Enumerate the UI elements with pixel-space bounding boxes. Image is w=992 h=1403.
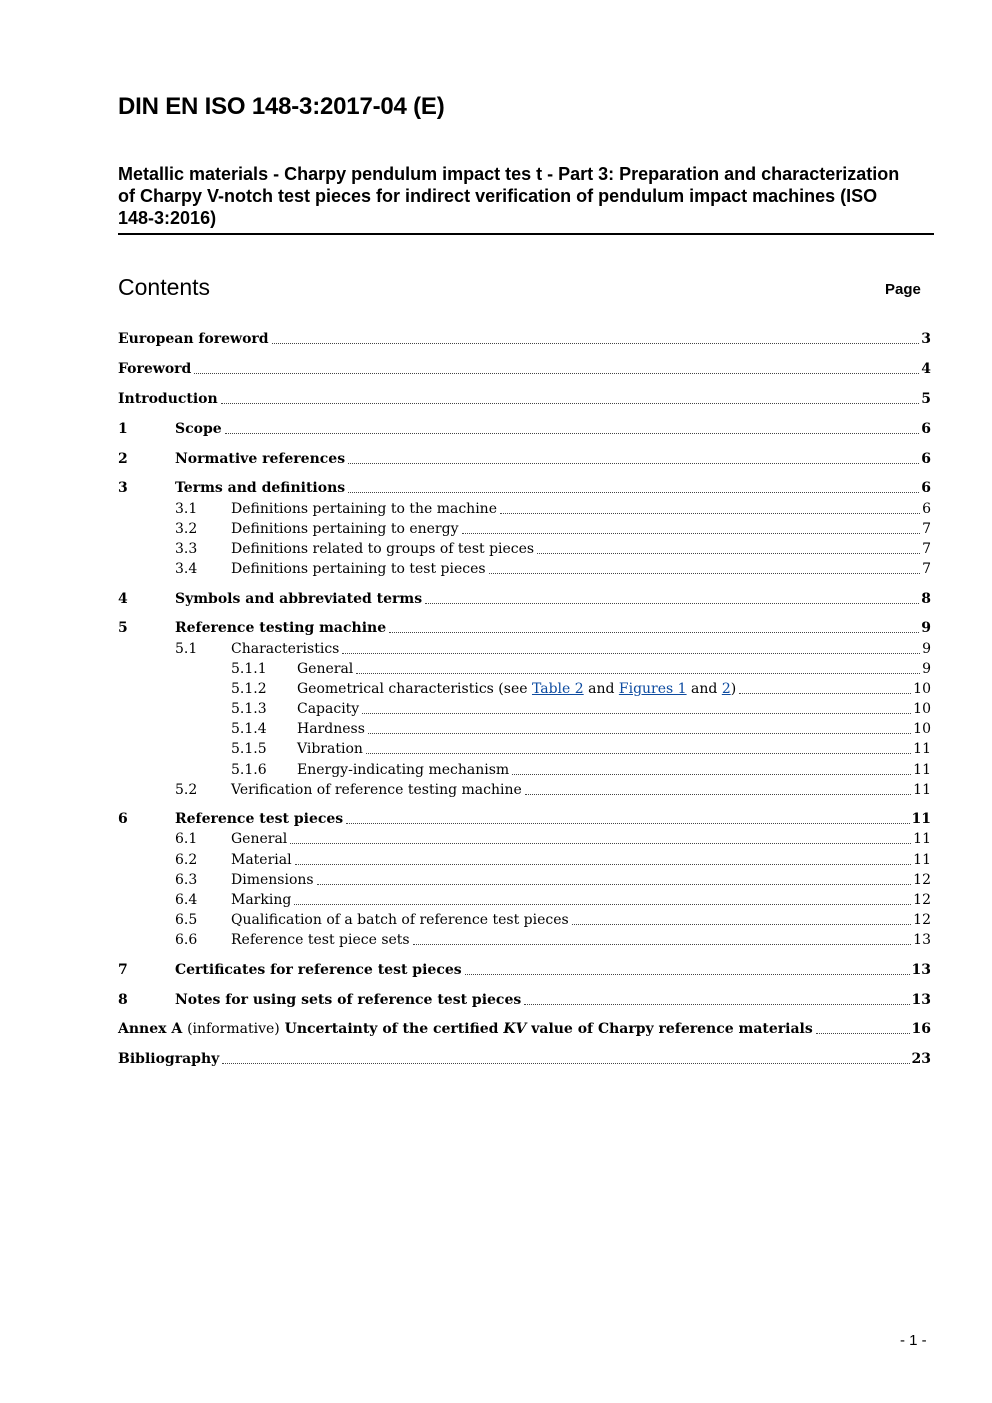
toc-entry-number: 3.1 [175,501,198,517]
page-column-heading: Page [885,281,921,298]
toc-entry-text: Definitions related to groups of test pieces [231,541,535,557]
toc-entry-2[interactable] [118,448,931,468]
page-number: - 1 - [900,1332,927,1349]
toc-leader-dots [194,373,919,374]
toc-leader-dots [356,673,920,674]
toc-entry-text: Definitions pertaining to test pieces [231,561,486,577]
toc-entry-page: 13 [913,932,931,948]
toc-entry-text: Vibration [297,741,363,757]
toc-entry-page: 11 [913,762,931,778]
toc-entry-text-part: and [583,681,619,697]
toc-entry-bibliography[interactable] [118,1048,931,1068]
toc-leader-dots [525,794,911,795]
document-title: DIN EN ISO 148-3:2017-04 (E) [118,93,445,120]
toc-entry-text: Hardness [297,721,365,737]
toc-leader-dots [290,843,911,844]
toc-entry-page: 6 [921,480,931,496]
toc-leader-dots [425,603,919,604]
toc-leader-dots [572,924,911,925]
toc-entry-page: 6 [922,501,931,517]
toc-entry-number: 6.4 [175,892,198,908]
contents-heading: Contents [118,274,211,300]
toc-entry-text: Notes for using sets of reference test pieces [175,992,522,1008]
toc-entry-6-6[interactable] [118,929,931,949]
toc-entry-text: Symbols and abbreviated terms [175,591,423,607]
toc-entry-6-1[interactable] [118,828,931,848]
toc-leader-dots [346,823,909,824]
toc-entry-5-1-1[interactable] [118,658,931,678]
toc-entry-3-1[interactable] [118,498,931,518]
toc-leader-dots [272,343,920,344]
toc-entry-text: Material [231,852,292,868]
toc-entry-text: Definitions pertaining to energy [231,521,459,537]
toc-entry-text: Dimensions [231,872,314,888]
toc-entry-page: 11 [911,811,931,827]
toc-entry-text: Qualification of a batch of reference test pieces [231,912,569,928]
toc-entry-number: 5.1.3 [231,701,267,717]
toc-entry-introduction[interactable] [118,388,931,408]
toc-entry-page: 5 [921,391,931,407]
toc-entry-number: 3.2 [175,521,198,537]
toc-entry-number: 5.1 [175,641,198,657]
toc-entry-page: 10 [913,681,931,697]
toc-entry-page: 13 [911,962,931,978]
toc-entry-foreword[interactable] [118,358,931,378]
toc-entry-6-5[interactable] [118,909,931,929]
toc-entry-text: General [297,661,354,677]
toc-leader-dots [368,733,911,734]
toc-entry-number: 1 [118,421,128,437]
toc-entry-text: Terms and definitions [175,480,346,496]
toc-entry-number: 5.1.4 [231,721,267,737]
toc-entry-text-part: ) [730,681,737,697]
toc-leader-dots [317,884,912,885]
toc-entry-page: 4 [921,361,931,377]
toc-leader-dots [462,533,921,534]
toc-entry-6-2[interactable] [118,849,931,869]
toc-entry-european-foreword[interactable] [118,328,931,348]
toc-entry-text-part: Annex A [118,1021,188,1037]
toc-entry-text-part: and [686,681,722,697]
toc-leader-dots [512,774,911,775]
toc-entry-page: 7 [922,561,931,577]
toc-entry-3-4[interactable] [118,558,931,578]
figure-2-link[interactable]: 2 [721,681,731,697]
toc-entry-1[interactable] [118,418,931,438]
toc-entry-text: Certificates for reference test pieces [175,962,462,978]
title-rule [118,233,934,235]
toc-entry-3-3[interactable] [118,538,931,558]
toc-leader-dots [221,403,920,404]
toc-entry-page: 11 [913,741,931,757]
toc-leader-dots [294,904,911,905]
toc-entry-page: 10 [913,701,931,717]
toc-entry-page: 16 [911,1021,931,1037]
toc-entry-number: 3 [118,480,128,496]
toc-entry-text: Verification of reference testing machine [231,782,522,798]
toc-entry-number: 5.1.5 [231,741,267,757]
toc-entry-page: 7 [922,541,931,557]
toc-entry-4[interactable] [118,588,931,608]
toc-entry-text-part: Geometrical characteristics (see [297,681,532,697]
toc-entry-page: 9 [922,641,931,657]
toc-entry-5-1[interactable] [118,638,931,658]
toc-entry-number: 6.2 [175,852,198,868]
toc-entry-page: 12 [913,892,931,908]
toc-entry-8[interactable] [118,989,931,1009]
toc-entry-number: 5.1.6 [231,762,267,778]
toc-entry-text: Reference testing machine [175,620,387,636]
toc-entry-number: 7 [118,962,128,978]
toc-entry-text: European foreword [118,331,269,347]
toc-entry-text-part: (informative) [187,1021,280,1037]
toc-entry-page: 7 [922,521,931,537]
toc-entry-number: 5.2 [175,782,198,798]
toc-entry-7[interactable] [118,959,931,979]
toc-entry-text: Scope [175,421,222,437]
toc-leader-dots [816,1033,910,1034]
toc-entry-3-2[interactable] [118,518,931,538]
toc-entry-text [297,680,736,698]
toc-entry-page: 11 [913,782,931,798]
toc-entry-6-4[interactable] [118,889,931,909]
toc-leader-dots [537,553,920,554]
toc-leader-dots [222,1063,909,1064]
toc-entry-number: 6.5 [175,912,198,928]
toc-leader-dots [524,1004,909,1005]
document-subtitle: Metallic materials - Charpy pendulum impact tes t - Part 3: Preparation and characterization of Charpy V-notch test pieces for indirect verification of pendulum impact machines (ISO 148-3:2016) [118,164,900,228]
toc-leader-dots [366,753,911,754]
toc-entry-number: 8 [118,992,128,1008]
toc-leader-dots [348,463,919,464]
toc-entry-text: Marking [231,892,292,908]
toc-entry-page: 6 [921,451,931,467]
toc-entry-text-part: Uncertainty of the certified [279,1021,504,1037]
toc-entry-page: 3 [921,331,931,347]
toc-leader-dots [342,653,920,654]
toc-leader-dots [348,492,919,493]
toc-entry-page: 13 [911,992,931,1008]
toc-entry-text-part: KV [503,1021,527,1037]
toc-entry-number: 6 [118,811,128,827]
toc-leader-dots [389,632,919,633]
toc-entry-text: Foreword [118,361,192,377]
toc-entry-5[interactable] [118,617,931,637]
toc-entry-6[interactable] [118,808,931,828]
toc-entry-text: Definitions pertaining to the machine [231,501,497,517]
toc-entry-page: 9 [921,620,931,636]
toc-entry-text [118,1020,813,1038]
toc-leader-dots [739,693,911,694]
toc-entry-number: 2 [118,451,128,467]
toc-leader-dots [413,944,912,945]
toc-entry-page: 11 [913,852,931,868]
toc-entry-number: 5.1.1 [231,661,267,677]
toc-entry-5-1-4[interactable] [118,718,931,738]
toc-leader-dots [362,713,911,714]
toc-entry-page: 6 [921,421,931,437]
toc-entry-number: 6.1 [175,831,198,847]
toc-entry-number: 6.3 [175,872,198,888]
toc-entry-5-1-2[interactable] [118,678,931,698]
toc-entry-text: Characteristics [231,641,340,657]
toc-entry-5-1-3[interactable] [118,698,931,718]
toc-entry-3[interactable] [118,477,931,497]
toc-entry-number: 5 [118,620,128,636]
toc-entry-text: General [231,831,288,847]
toc-entry-text: Introduction [118,391,218,407]
toc-leader-dots [225,433,920,434]
toc-entry-page: 10 [913,721,931,737]
toc-entry-number: 6.6 [175,932,198,948]
toc-entry-text: Reference test pieces [175,811,344,827]
toc-entry-page: 9 [922,661,931,677]
toc-entry-number: 3.3 [175,541,198,557]
toc-entry-5-1-5[interactable] [118,738,931,758]
toc-entry-number: 5.1.2 [231,681,267,697]
toc-entry-page: 11 [913,831,931,847]
toc-entry-text: Bibliography [118,1051,220,1067]
toc-entry-number: 3.4 [175,561,198,577]
toc-entry-text: Normative references [175,451,346,467]
toc-entry-page: 23 [911,1051,931,1067]
toc-entry-page: 12 [913,872,931,888]
toc-leader-dots [465,974,910,975]
toc-entry-text: Reference test piece sets [231,932,410,948]
table-2-link[interactable]: Table 2 [531,681,584,697]
toc-entry-page: 8 [921,591,931,607]
figures-1-link[interactable]: Figures 1 [618,681,687,697]
toc-entry-text-part: value of Charpy reference materials [526,1021,813,1037]
toc-leader-dots [489,573,921,574]
toc-entry-text: Energy-indicating mechanism [297,762,510,778]
toc-entry-number: 4 [118,591,128,607]
toc-entry-text: Capacity [297,701,360,717]
toc-entry-annex-a[interactable] [118,1018,931,1038]
toc-leader-dots [295,864,912,865]
toc-entry-5-1-6[interactable] [118,759,931,779]
toc-entry-5-2[interactable] [118,779,931,799]
toc-entry-page: 12 [913,912,931,928]
toc-leader-dots [500,513,920,514]
toc-entry-6-3[interactable] [118,869,931,889]
